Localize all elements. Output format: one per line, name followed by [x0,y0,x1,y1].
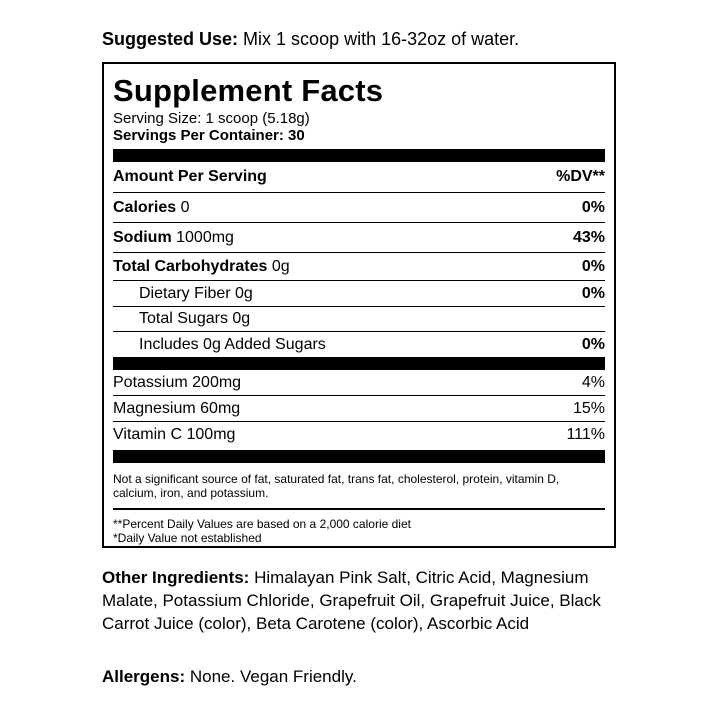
allergens-label: Allergens: [102,667,186,686]
other-ingredients-label: Other Ingredients: [102,568,250,587]
other-ingredients [102,566,602,635]
nutrient-dv: 0% [581,284,605,302]
servings-per-container: Servings Per Container: 30 [113,127,305,144]
footnote-dv-not-established: *Daily Value not established [113,531,262,545]
nutrient-dv: 0% [581,257,605,275]
suggested-use-label: Suggested Use: [102,29,239,49]
mineral-label: Vitamin C 100mg [113,426,236,443]
nutrient-name: Calories [113,198,177,216]
nutrient-dv: 0% [581,198,605,216]
nutrient-name: Total Carbohydrates [113,257,268,275]
nutrient-amount: 1000mg [176,228,234,246]
suggested-use [102,28,519,50]
serving-size: Serving Size: 1 scoop (5.18g) [113,110,310,127]
mineral-label: Potassium 200mg [113,373,242,391]
allergens-text: None. Vegan Friendly. [189,667,357,686]
nutrient-dv: 0% [581,335,605,353]
mineral-dv: 4% [581,373,605,391]
nutrient-label: Includes 0g Added Sugars [139,335,326,353]
nutrient-amount: 0g [271,257,290,275]
mineral-dv: 111% [566,426,605,443]
nutrient-label: Dietary Fiber 0g [139,284,253,302]
footnote-not-significant: Not a significant source of fat, saturated fat, trans fat, cholesterol, protein, vitamin D, calcium, iron, and potassium. [113,472,560,500]
nutrient-name: Sodium [113,228,172,246]
footnote-percent-dv: **Percent Daily Values are based on a 2,000 calorie diet [113,517,411,531]
amount-header-row [113,162,605,193]
mineral-dv: 15% [572,399,605,417]
thin-divider [113,508,605,510]
nutrient-row-added-sugars [113,332,605,357]
nutrient-row-carbs [113,253,605,281]
other-ingredients-text: Himalayan Pink Salt, Citric Acid, Magnesium Malate, Potassium Chloride, Grapefruit Oil, Grapefruit Juice, Black Carrot Juice (color), Beta Carotene (color), Ascorbic Acid [102,568,601,633]
suggested-use-text: Mix 1 scoop with 16-32oz of water. [243,29,520,49]
dv-header: %DV** [556,168,605,185]
supplement-facts-panel [102,62,616,548]
thick-divider [113,149,605,162]
nutrient-row-sodium [113,223,605,253]
mineral-row-magnesium [113,396,605,422]
panel-title: Supplement Facts [113,73,384,108]
thick-divider [113,450,605,463]
amount-header: Amount Per Serving [113,168,267,185]
nutrient-label: Total Sugars 0g [139,310,251,327]
mineral-label: Magnesium 60mg [113,399,241,417]
nutrient-dv: 43% [572,228,605,246]
nutrient-row-fiber [113,281,605,307]
mineral-row-potassium [113,370,605,396]
mineral-row-vitamin-c [113,422,605,448]
nutrient-amount: 0 [180,198,190,216]
nutrient-row-sugars [113,307,605,332]
allergens [102,666,357,688]
thick-divider [113,357,605,370]
nutrient-row-calories [113,193,605,223]
